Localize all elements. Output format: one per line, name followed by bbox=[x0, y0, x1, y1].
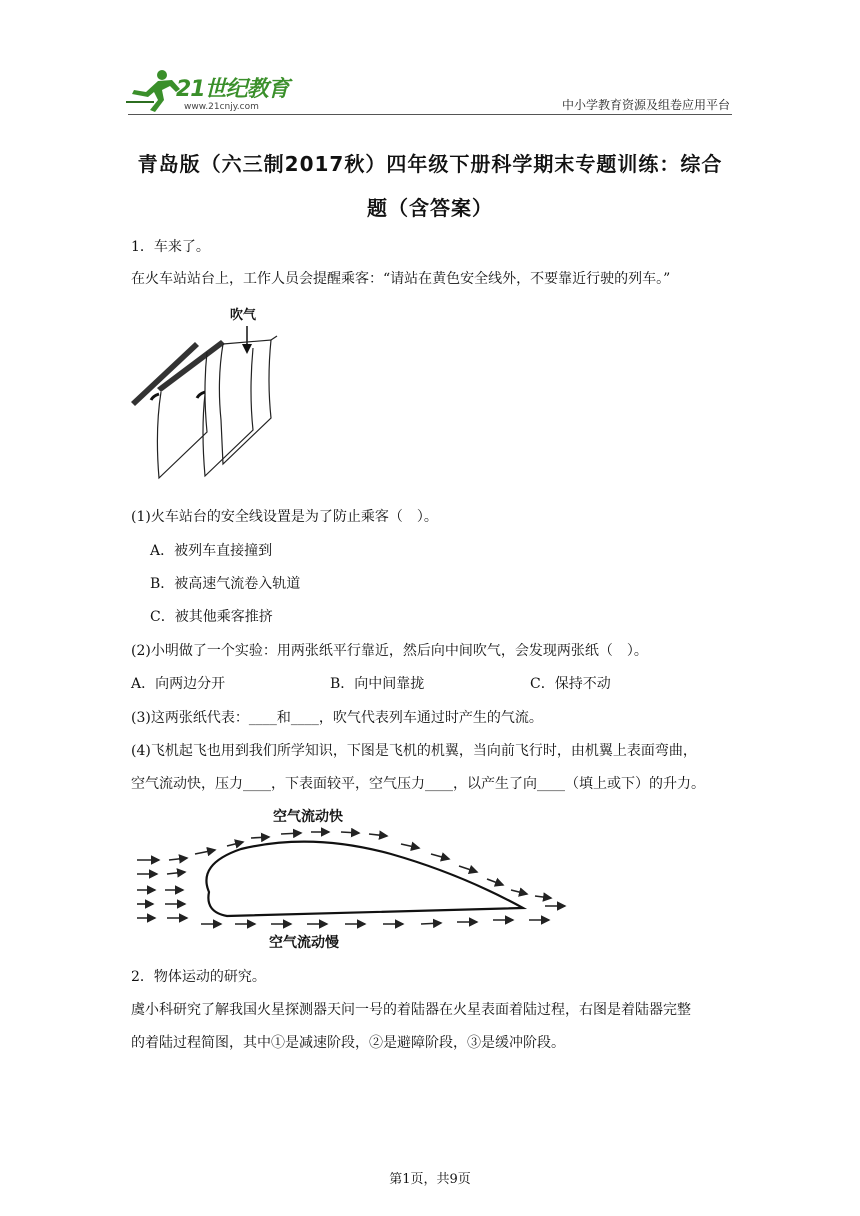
header-logo bbox=[124, 66, 294, 116]
header-platform: 中小学教育资源及组卷应用平台 bbox=[561, 98, 730, 112]
q1-sub4-line1: (4)飞机起飞也用到我们所学知识，下图是飞机的机翼，当向前飞行时，由机翼上表面弯曲， bbox=[131, 743, 697, 759]
q1-heading: 1．车来了。 bbox=[131, 239, 210, 255]
logo-url: www.21cnjy.com bbox=[184, 102, 259, 112]
paper-figure bbox=[131, 300, 291, 485]
q1-sub2-option-a: A．向两边分开 bbox=[131, 676, 226, 692]
logo-text: 21世纪教育 bbox=[176, 77, 289, 102]
wing-airflow-icon bbox=[131, 804, 581, 929]
q2-heading: 2．物体运动的研究。 bbox=[131, 969, 266, 985]
q1-sub1-option-a: A．被列车直接撞到 bbox=[150, 543, 273, 559]
q1-sub4-line2: 空气流动快，压力____，下表面较平，空气压力____，以产生了向____（填上或下）的升力。 bbox=[131, 776, 705, 792]
q1-sub3: (3)这两张纸代表：____和____，吹气代表列车通过时产生的气流。 bbox=[131, 710, 543, 726]
q2-line1: 虞小科研究了解我国火星探测器天问一号的着陆器在火星表面着陆过程，右图是着陆器完整 bbox=[131, 1002, 691, 1018]
q1-intro: 在火车站站台上，工作人员会提醒乘客：“请站在黄色安全线外，不要靠近行驶的列车。” bbox=[131, 271, 671, 287]
q1-sub2-option-c: C．保持不动 bbox=[530, 676, 611, 692]
q1-sub1: (1)火车站台的安全线设置是为了防止乘客（ ）。 bbox=[131, 509, 438, 525]
q1-sub2-option-b: B．向中间靠拢 bbox=[330, 676, 425, 692]
blow-label: 吹气 bbox=[230, 308, 257, 323]
q1-sub2: (2)小明做了一个实验：用两张纸平行靠近，然后向中间吹气，会发现两张纸（ ）。 bbox=[131, 643, 648, 659]
page-footer: 第1页，共9页 bbox=[389, 1172, 471, 1187]
q2-line2: 的着陆过程简图，其中①是减速阶段，②是避障阶段，③是缓冲阶段。 bbox=[131, 1035, 565, 1051]
page-title-line2: 题（含答案） bbox=[367, 196, 493, 220]
runner-logo-icon bbox=[124, 66, 184, 114]
header-divider bbox=[128, 114, 732, 115]
wing-bottom-label: 空气流动慢 bbox=[269, 935, 339, 951]
wing-top-label: 空气流动快 bbox=[273, 809, 343, 825]
wing-figure bbox=[131, 804, 581, 952]
paper-drawing-icon bbox=[131, 300, 291, 485]
q1-sub1-option-c: C．被其他乘客推挤 bbox=[150, 609, 273, 625]
page-title-line1: 青岛版（六三制2017秋）四年级下册科学期末专题训练：综合 bbox=[137, 152, 723, 176]
q1-sub1-option-b: B．被高速气流卷入轨道 bbox=[150, 576, 301, 592]
